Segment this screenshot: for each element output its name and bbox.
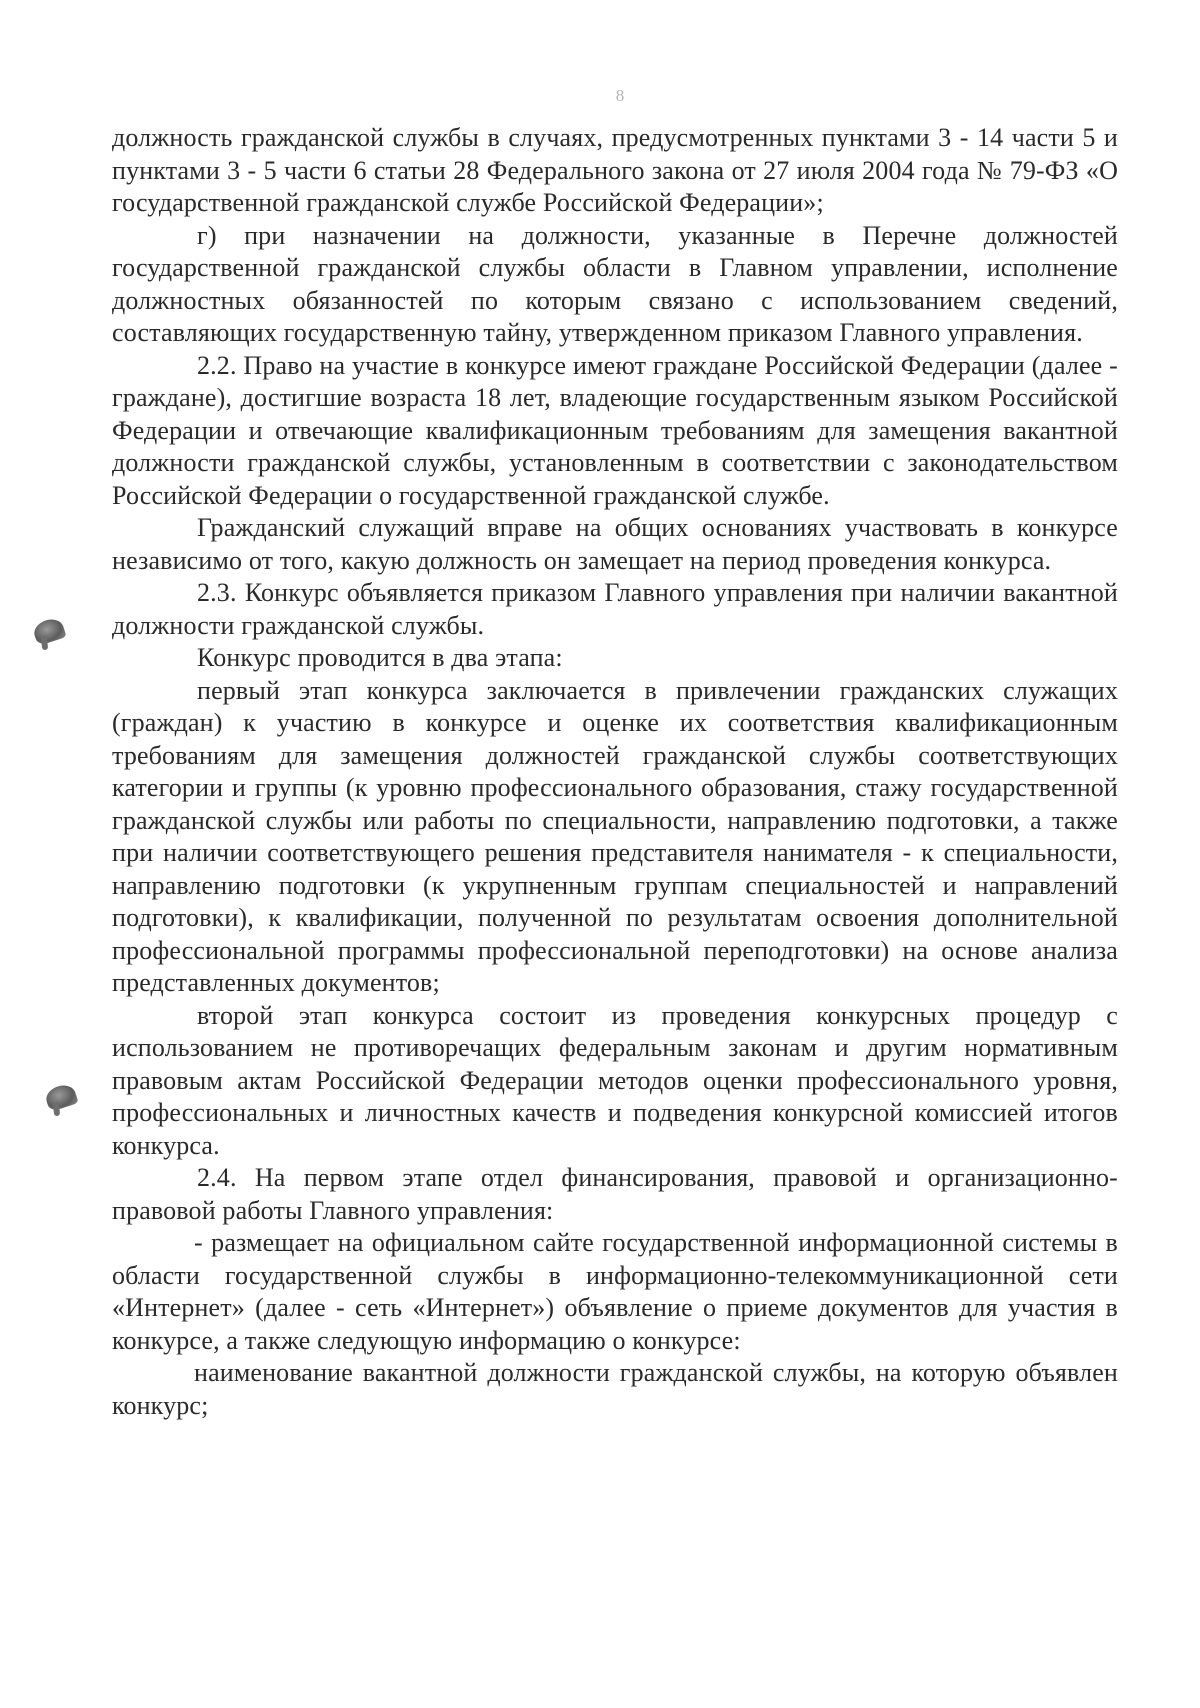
paragraph: 2.3. Конкурс объявляется приказом Главного управления при наличии вакантной должности гражданской службы. <box>112 578 1118 640</box>
page-number: 8 <box>615 86 625 105</box>
paragraph: - размещает на официальном сайте государственной информационной системы в области государственной службы в информационно-телекоммуникационной сети «Интернет» (далее - сеть «Интернет») объявление о приеме документов для участия в конкурсе, а также следующую информацию о конкурсе: <box>112 1228 1118 1355</box>
paragraph: первый этап конкурса заключается в привлечении гражданских служащих (граждан) к участию в конкурсе и оценке их соответствия квалификационным требованиям для замещения должностей гражданской службы соответствующих категории и группы (к уровню профессионального образования, стажу государственной гражданской службы или работы по специальности, направлению подготовки, а также при наличии соответствующего решения представителя нанимателя - к специальности, направлению подготовки (к укрупненным группам специальностей и направлений подготовки), к квалификации, полученной по результатам освоения дополнительной профессиональной программы профессиональной переподготовки) на основе анализа представленных документов; <box>112 675 1118 997</box>
paragraph: 2.2. Право на участие в конкурсе имеют граждане Российской Федерации (далее - граждане), достигшие возраста 18 лет, владеющие государственным языком Российской Федерации и отвечающие квалификационным требованиям для замещения вакантной должности гражданской службы, установленным в соответствии с законодательством Российской Федерации о государственной гражданской службе. <box>112 350 1118 510</box>
punch-hole-mark <box>43 1082 78 1112</box>
paragraph: наименование вакантной должности гражданской службы, на которую объявлен конкурс; <box>112 1358 1118 1420</box>
paragraph: г) при назначении на должности, указанные в Перечне должностей государственной гражданской службы области в Главном управлении, исполнение должностных обязанностей по которым связано с использованием сведений, составляющих государственную тайну, утвержденном приказом Главного управления. <box>112 220 1118 347</box>
document-body <box>112 122 1118 1422</box>
paragraph: 2.4. На первом этапе отдел финансирования, правовой и организационно-правовой работы Главного управления: <box>112 1163 1118 1225</box>
punch-hole-mark <box>31 616 66 646</box>
paragraph: Конкурс проводится в два этапа: <box>197 643 563 672</box>
paragraph: Гражданский служащий вправе на общих основаниях участвовать в конкурсе независимо от того, какую должность он замещает на период проведения конкурса. <box>112 513 1118 575</box>
paragraph: второй этап конкурса состоит из проведения конкурсных процедур с использованием не противоречащих федеральным законам и другим нормативным правовым актам Российской Федерации методов оценки профессионального уровня, профессиональных и личностных качеств и подведения конкурсной комиссией итогов конкурса. <box>112 1000 1118 1160</box>
paragraph: должность гражданской службы в случаях, предусмотренных пунктами 3 - 14 части 5 и пунктами 3 - 5 части 6 статьи 28 Федерального закона от 27 июля 2004 года № 79-ФЗ «О государственной гражданской службе Российской Федерации»; <box>112 123 1118 217</box>
